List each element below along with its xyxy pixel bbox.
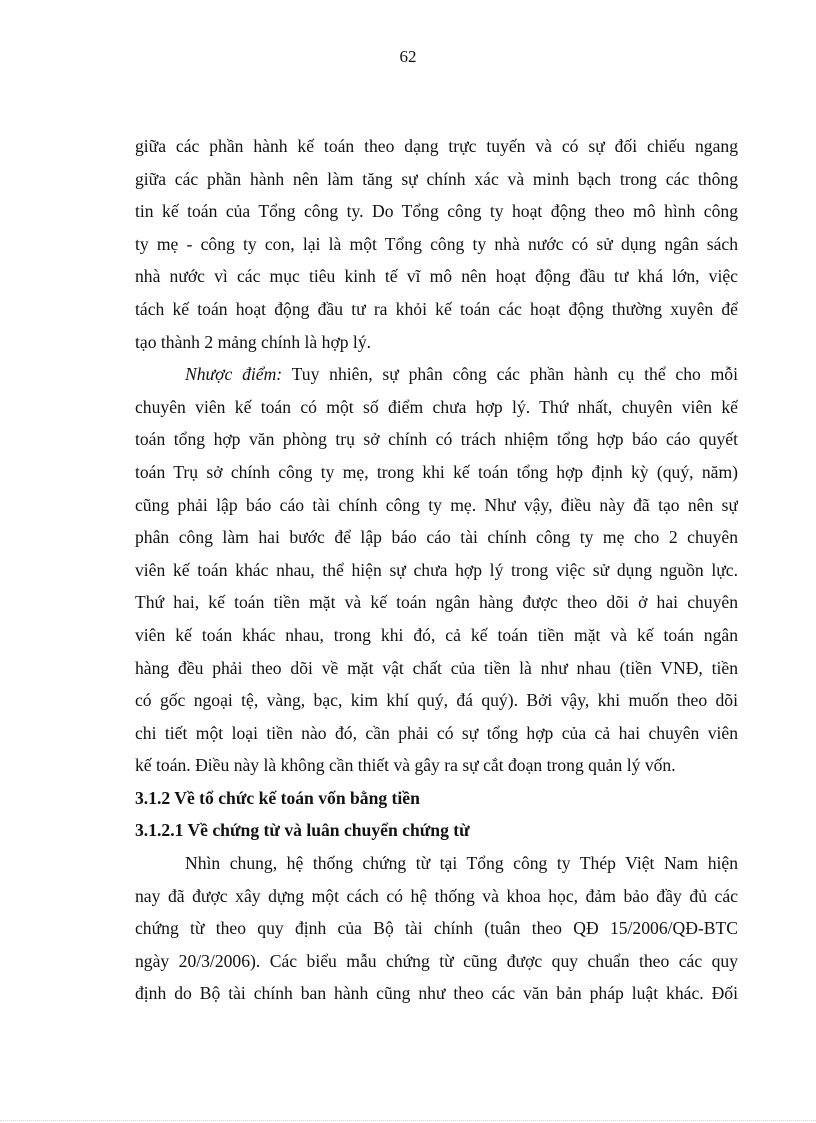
text-line: chuyên viên kế toán có một số điểm chưa hợp lý. Thứ nhất, chuyên viên kế xyxy=(135,396,738,417)
text-line: ngày 20/3/2006). Các biểu mẫu chứng từ cũng được quy chuẩn theo các quy xyxy=(135,950,738,971)
paragraph-documents xyxy=(135,847,738,1010)
text-line: hàng đều phải theo dõi về mặt vật chất của tiền là như nhau (tiền VNĐ, tiền xyxy=(135,657,738,678)
text-line: cũng phải lập báo cáo tài chính công ty mẹ. Như vậy, điều này đã tạo nên sự xyxy=(135,494,738,515)
page-number: 62 xyxy=(399,47,417,66)
text-line: giữa các phần hành kế toán theo dạng trực tuyến và có sự đối chiếu ngang xyxy=(135,136,738,156)
text-line: chứng từ theo quy định của Bộ tài chính (tuân theo QĐ 15/2006/QĐ-BTC xyxy=(135,918,738,939)
text-line: toán Trụ sở chính công ty mẹ, trong khi kế toán tổng hợp định kỳ (quý, năm) xyxy=(135,461,738,482)
text-line: nhà nước vì các mục tiêu kinh tế vĩ mô nên hoạt động đầu tư khá lớn, việc xyxy=(135,266,738,287)
text-line: kế toán. Điều này là không cần thiết và gây ra sự cắt đoạn trong quản lý vốn. xyxy=(135,755,676,776)
section-heading: 3.1.2 Về tổ chức kế toán vốn bằng tiền xyxy=(135,787,420,808)
subsection-heading: 3.1.2.1 Về chứng từ và luân chuyển chứng từ xyxy=(135,820,470,841)
page-bottom-rule xyxy=(0,1120,816,1121)
text-line: định do Bộ tài chính ban hành cũng như theo các văn bản pháp luật khác. Đối xyxy=(135,983,738,1004)
text-line: viên kế toán khác nhau, thể hiện sự chưa hợp lý trong việc sử dụng nguồn lực. xyxy=(135,559,738,580)
text-line: viên kế toán khác nhau, trong khi đó, cả kế toán tiền mặt và kế toán ngân xyxy=(135,624,738,645)
text-line: tin kế toán của Tổng công ty. Do Tổng công ty hoạt động theo mô hình công xyxy=(135,201,738,222)
text-line: Thứ hai, kế toán tiền mặt và kế toán ngân hàng được theo dõi ở hai chuyên xyxy=(135,592,738,613)
text-line: nay đã được xây dựng một cách có hệ thống và khoa học, đảm bảo đầy đủ các xyxy=(135,885,738,906)
text-line-first: Nhìn chung, hệ thống chứng từ tại Tổng công ty Thép Việt Nam hiện xyxy=(185,853,738,874)
text-line: phân công làm hai bước để lập báo cáo tài chính công ty mẹ cho 2 chuyên xyxy=(135,527,738,548)
text-line: tách kế toán hoạt động đầu tư ra khỏi kế toán các hoạt động thường xuyên để xyxy=(135,298,738,319)
paragraph-weaknesses xyxy=(135,358,738,782)
text-line: chi tiết một loại tiền nào đó, cần phải có sự tổng hợp của cả hai chuyên viên xyxy=(135,722,738,743)
text-line: giữa các phần hành nên làm tăng sự chính xác và minh bạch trong các thông xyxy=(135,168,738,189)
text-line: toán tổng hợp văn phòng trụ sở chính có trách nhiệm tổng hợp báo cáo quyết xyxy=(135,429,738,450)
document-body xyxy=(135,130,738,1010)
text-fragment: Tuy nhiên, sự phân công các phần hành cụ thể cho mỗi xyxy=(282,364,738,385)
text-line: tạo thành 2 mảng chính là hợp lý. xyxy=(135,331,372,352)
text-line: có gốc ngoại tệ, vàng, bạc, kim khí quý, đá quý). Bởi vậy, khi muốn theo dõi xyxy=(135,690,738,711)
text-line: ty mẹ - công ty con, lại là một Tổng công ty nhà nước có sử dụng ngân sách xyxy=(135,233,738,254)
paragraph-accounting-structure xyxy=(135,130,738,358)
weakness-label: Nhược điểm: xyxy=(185,364,283,385)
text-line-first xyxy=(135,358,738,391)
